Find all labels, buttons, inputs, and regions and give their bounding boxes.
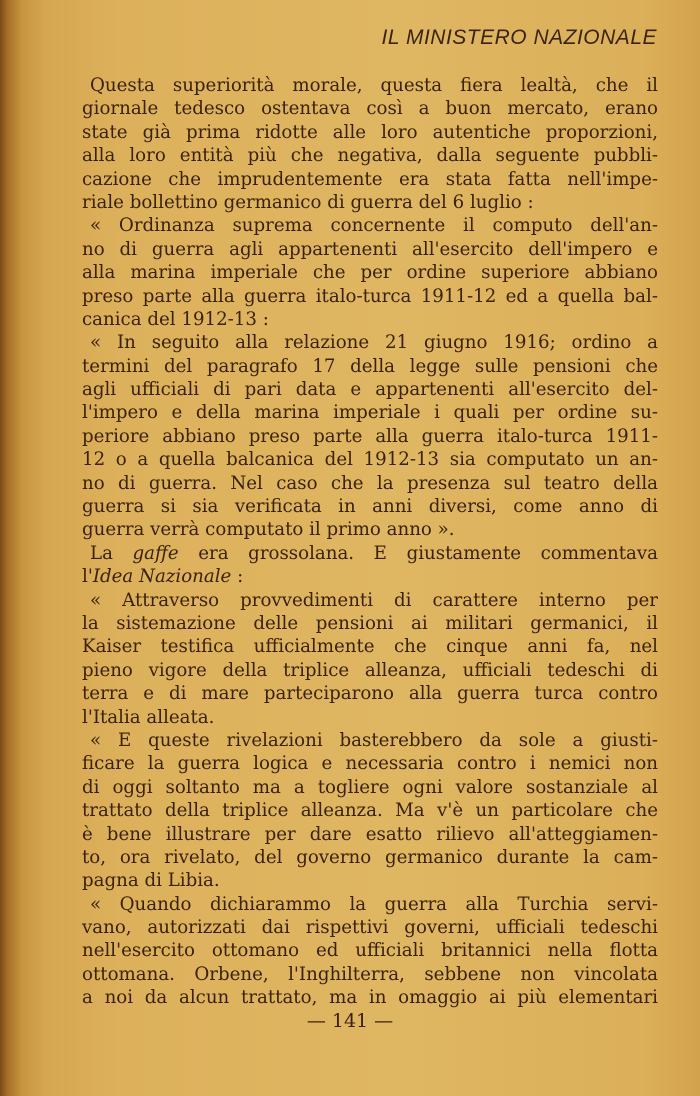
text-line: 12 o a quella balcanica del 1912-13 sia computato un an-	[82, 449, 658, 471]
text-line: ottomana. Orbene, l'Inghilterra, sebbene non vincolata	[82, 963, 658, 985]
text-line: periore abbiano preso parte alla guerra italo-turca 1911-	[82, 425, 658, 447]
page-body-text	[82, 74, 658, 1010]
text-line: alla loro entità più che negativa, dalla seguente pubbli-	[82, 145, 658, 167]
text-line: alla marina imperiale che per ordine superiore abbiano	[82, 262, 658, 284]
text-line: di oggi soltanto ma a togliere ogni valore sostanziale al	[82, 776, 658, 798]
italic-text: gaffe	[132, 542, 179, 564]
text-line: termini del paragrafo 17 della legge sulle pensioni che	[82, 355, 658, 377]
text-line: guerra verrà computato il primo anno ».	[82, 519, 455, 541]
italic-text: Idea Nazionale	[92, 566, 232, 588]
text-line: ficare la guerra logica e necessaria contro i nemici non	[82, 753, 658, 775]
text-segment: :	[231, 566, 244, 588]
text-segment: l'	[82, 566, 93, 588]
text-line: nell'esercito ottomano ed ufficiali britannici nella flotta	[82, 940, 658, 962]
text-line: « E queste rivelazioni basterebbero da sole a giusti-	[90, 729, 658, 751]
text-line: « In seguito alla relazione 21 giugno 1916; ordino a	[90, 332, 658, 354]
text-line: « Attraverso provvedimenti di carattere interno per	[90, 589, 658, 611]
text-line: cazione che imprudentemente era stata fatta nell'impe-	[82, 168, 658, 190]
running-header: IL MINISTERO NAZIONALE	[381, 26, 657, 49]
text-line: l'impero e della marina imperiale i quali per ordine su-	[82, 402, 658, 424]
text-line: a noi da alcun trattato, ma in omaggio ai più elementari	[82, 987, 658, 1009]
text-line: « Ordinanza suprema concernente il computo dell'an-	[90, 215, 658, 237]
text-line: Questa superiorità morale, questa fiera lealtà, che il	[90, 75, 658, 96]
text-line: canica del 1912-13 :	[82, 308, 269, 330]
text-line: pieno vigore della triplice alleanza, ufficiali tedeschi di	[82, 659, 658, 681]
text-line: preso parte alla guerra italo-turca 1911-12 ed a quella bal-	[82, 285, 658, 307]
text-line: l'Italia alleata.	[82, 706, 215, 728]
text-line	[82, 565, 658, 588]
text-line: Kaiser testifica ufficialmente che cinque anni fa, nel	[82, 636, 658, 658]
text-line: trattato della triplice alleanza. Ma v'è un particolare che	[82, 800, 658, 822]
text-line: no di guerra agli appartenenti all'esercito dell'impero e	[82, 238, 658, 260]
text-line: state già prima ridotte alle loro autentiche proporzioni,	[82, 121, 658, 143]
text-line: pagna di Libia.	[82, 870, 220, 892]
text-line: agli ufficiali di pari data e appartenenti all'esercito del-	[82, 379, 658, 401]
text-segment: era grossolana. E giustamente commentava	[178, 542, 658, 564]
text-line: terra e di mare parteciparono alla guerra turca contro	[82, 683, 658, 705]
text-line: riale bollettino germanico di guerra del 6 luglio :	[82, 191, 534, 213]
text-line: è bene illustrare per dare esatto rilievo all'atteggiamen-	[82, 823, 658, 845]
text-line: vano, autorizzati dai rispettivi governi, ufficiali tedeschi	[82, 917, 658, 939]
text-line: no di guerra. Nel caso che la presenza sul teatro della	[82, 472, 658, 494]
text-segment: La	[90, 542, 133, 564]
text-line: giornale tedesco ostentava così a buon mercato, erano	[82, 98, 658, 120]
text-line	[82, 542, 658, 565]
text-line: guerra si sia verificata in anni diversi, come anno di	[82, 496, 658, 518]
text-line: la sistemazione delle pensioni ai militari germanici, il	[82, 612, 658, 634]
text-line: to, ora rivelato, del governo germanico durante la cam-	[82, 846, 658, 868]
text-line: « Quando dichiarammo la guerra alla Turchia servi-	[90, 893, 658, 915]
page-number: — 141 —	[306, 1010, 394, 1032]
